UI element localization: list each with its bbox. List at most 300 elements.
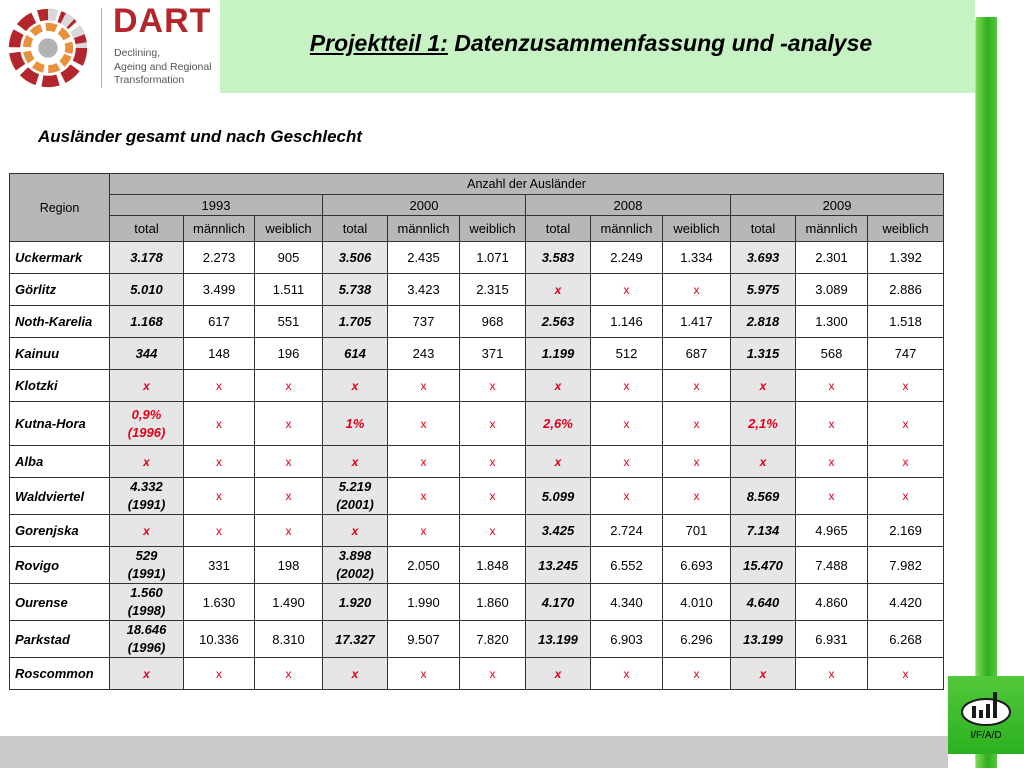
cell-value: x (623, 282, 630, 297)
cell-value: 4.010 (680, 594, 713, 610)
value-cell (184, 446, 255, 478)
region-cell: Klotzki (10, 370, 110, 402)
total-cell (526, 370, 591, 402)
value-cell (591, 274, 663, 306)
cell-value: 2.563 (541, 314, 575, 329)
logo-name: DART (113, 2, 212, 40)
value-cell (460, 274, 526, 306)
cell-value: x (828, 489, 835, 503)
total-cell (323, 547, 388, 584)
total-cell (323, 402, 388, 446)
value-cell (460, 370, 526, 402)
cell-value: 9.507 (407, 631, 440, 647)
value-cell (796, 478, 868, 515)
cell-value: 1.860 (476, 594, 509, 610)
total-cell (731, 402, 796, 446)
cell-value: x (759, 666, 767, 681)
value-cell (255, 478, 323, 515)
total-cell (526, 446, 591, 478)
cell-value: x (143, 666, 150, 681)
total-cell (110, 584, 184, 621)
cell-value: x (759, 454, 767, 469)
cell-value: x (554, 666, 562, 681)
region-cell: Rovigo (10, 547, 110, 584)
total-cell (110, 242, 184, 274)
value-cell (663, 338, 731, 370)
cell-value: x (216, 378, 222, 393)
value-cell (868, 547, 944, 584)
cell-value: x (554, 378, 562, 393)
cell-value: x (902, 666, 909, 681)
ifad-label: I/F/A/D (970, 730, 1002, 741)
cell-value: x (285, 416, 292, 431)
value-cell (591, 621, 663, 658)
year-header-2008: 2008 (526, 195, 731, 216)
total-cell (526, 338, 591, 370)
value-cell (868, 515, 944, 547)
cell-value: 1.518 (889, 314, 922, 329)
cell-value: x (351, 523, 359, 538)
total-cell (526, 242, 591, 274)
cell-value: 905 (277, 250, 300, 265)
total-cell (731, 658, 796, 690)
value-cell (255, 547, 323, 584)
value-cell (255, 621, 323, 658)
cell-value: 1.334 (680, 250, 713, 265)
value-cell (460, 306, 526, 338)
value-cell (591, 658, 663, 690)
cell-note: (1996) (127, 424, 166, 440)
cell-value: 1.848 (476, 557, 509, 573)
cell-value: x (420, 416, 427, 431)
value-cell (796, 515, 868, 547)
total-cell (323, 370, 388, 402)
cell-value: x (693, 282, 700, 297)
logo-subtitle-line: Transformation (114, 74, 185, 86)
cell-value: x (489, 416, 496, 431)
footer-band (0, 736, 948, 768)
total-cell (526, 621, 591, 658)
subheader-weiblich: weiblich (868, 216, 944, 242)
subheader-total: total (526, 216, 591, 242)
region-cell: Gorenjska (10, 515, 110, 547)
cell-value: 3.089 (815, 282, 848, 297)
value-cell (184, 274, 255, 306)
value-cell (388, 274, 460, 306)
value-cell (460, 478, 526, 515)
total-cell (110, 658, 184, 690)
cell-value: x (489, 666, 496, 681)
value-cell (868, 242, 944, 274)
cell-value: 1.146 (610, 314, 643, 329)
cell-value: x (489, 378, 496, 393)
cell-value: x (285, 666, 292, 681)
cell-value: 243 (412, 346, 435, 361)
value-cell (591, 306, 663, 338)
table-row (10, 370, 944, 402)
subheader-total: total (731, 216, 796, 242)
cell-value: 4.340 (610, 594, 643, 610)
cell-value: x (143, 523, 150, 538)
value-cell (255, 274, 323, 306)
region-cell: Noth-Karelia (10, 306, 110, 338)
value-cell (868, 478, 944, 515)
cell-value: 1% (345, 416, 365, 431)
region-cell: Roscommon (10, 658, 110, 690)
value-cell (460, 658, 526, 690)
cell-value: x (693, 489, 700, 503)
value-cell (796, 242, 868, 274)
value-cell (255, 306, 323, 338)
value-cell (388, 306, 460, 338)
cell-value: 1.511 (272, 282, 305, 297)
total-cell (110, 446, 184, 478)
cell-value: x (623, 489, 630, 503)
cell-value: x (623, 378, 630, 393)
value-cell (388, 515, 460, 547)
cell-value: 5.099 (541, 488, 575, 504)
cell-value: 2.301 (815, 250, 848, 265)
cell-value: 2.050 (407, 557, 440, 573)
cell-value: 551 (277, 314, 300, 329)
table-row (10, 515, 944, 547)
value-cell (663, 274, 731, 306)
cell-value: 7.982 (889, 557, 922, 573)
value-cell (796, 658, 868, 690)
cell-value: 6.552 (610, 557, 643, 573)
cell-value: 5.219 (338, 479, 372, 494)
total-cell (323, 306, 388, 338)
value-cell (255, 402, 323, 446)
cell-value: x (623, 666, 630, 681)
cell-value: 2.249 (610, 250, 643, 265)
value-cell (663, 515, 731, 547)
cell-value: 1.990 (407, 594, 440, 610)
cell-value: x (828, 416, 835, 431)
cell-value: x (351, 378, 359, 393)
cell-value: 2.886 (889, 282, 922, 297)
cell-value: 17.327 (335, 631, 375, 647)
subheader-weiblich: weiblich (663, 216, 731, 242)
value-cell (796, 370, 868, 402)
region-cell: Waldviertel (10, 478, 110, 515)
cell-note: (2002) (336, 566, 374, 581)
cell-value: 1.199 (541, 346, 575, 361)
total-cell (110, 370, 184, 402)
value-cell (255, 584, 323, 621)
total-cell (526, 584, 591, 621)
cell-value: x (554, 282, 562, 297)
total-cell (110, 402, 184, 446)
table-row (10, 621, 944, 658)
cell-note: (2001) (336, 497, 374, 512)
year-header-2009: 2009 (731, 195, 944, 216)
cell-value: 10.336 (199, 631, 239, 647)
cell-value: 4.965 (815, 523, 848, 538)
cell-note: (1991) (127, 497, 166, 512)
value-cell (663, 402, 731, 446)
value-cell (184, 658, 255, 690)
cell-value: x (216, 454, 222, 469)
cell-value: 6.931 (815, 631, 848, 647)
table-row (10, 478, 944, 515)
cell-value: 1.392 (889, 250, 922, 265)
total-cell (731, 621, 796, 658)
cell-value: 3.693 (746, 250, 780, 265)
table-row (10, 402, 944, 446)
total-cell (731, 370, 796, 402)
value-cell (868, 370, 944, 402)
cell-value: 2.273 (202, 250, 236, 265)
cell-value: 737 (412, 314, 435, 329)
table-row (10, 338, 944, 370)
cell-value: x (285, 523, 292, 538)
total-cell (526, 274, 591, 306)
cell-value: 344 (135, 346, 158, 361)
value-cell (388, 658, 460, 690)
total-cell (323, 242, 388, 274)
total-cell (526, 402, 591, 446)
total-cell (526, 515, 591, 547)
bar-chart-icon (960, 690, 1012, 726)
cell-value: 18.646 (126, 622, 167, 637)
cell-value: 4.170 (541, 594, 575, 610)
total-cell (323, 621, 388, 658)
value-cell (184, 402, 255, 446)
year-header-1993: 1993 (110, 195, 323, 216)
value-cell (868, 338, 944, 370)
cell-value: x (420, 378, 427, 393)
cell-value: 4.332 (130, 479, 163, 494)
cell-value: x (693, 416, 700, 431)
cell-value: x (828, 454, 835, 469)
cell-value: 7.134 (746, 523, 780, 538)
cell-value: 1.630 (202, 594, 236, 610)
cell-value: 7.488 (815, 557, 848, 573)
value-cell (388, 370, 460, 402)
cell-value: x (420, 489, 427, 503)
total-cell (323, 338, 388, 370)
value-cell (184, 515, 255, 547)
total-cell (731, 584, 796, 621)
table-row (10, 547, 944, 584)
table-row (10, 274, 944, 306)
cell-value: 2,6% (543, 416, 573, 431)
cell-value: x (693, 454, 700, 469)
region-cell: Görlitz (10, 274, 110, 306)
cell-value: 13.199 (538, 631, 578, 647)
cell-value: 614 (344, 346, 366, 361)
cell-value: 1.417 (680, 314, 713, 329)
cell-value: 196 (277, 346, 300, 361)
value-cell (388, 402, 460, 446)
total-cell (110, 547, 184, 584)
value-cell (663, 547, 731, 584)
cell-value: 8.569 (746, 488, 780, 504)
value-cell (184, 584, 255, 621)
value-cell (663, 446, 731, 478)
cell-value: x (420, 523, 427, 538)
total-cell (323, 446, 388, 478)
value-cell (388, 242, 460, 274)
value-cell (868, 446, 944, 478)
value-cell (591, 446, 663, 478)
value-cell (255, 515, 323, 547)
cell-value: 3.506 (338, 250, 372, 265)
cell-note: (1991) (127, 566, 166, 581)
region-cell: Parkstad (10, 621, 110, 658)
value-cell (255, 370, 323, 402)
total-cell (526, 478, 591, 515)
total-cell (731, 547, 796, 584)
value-cell (255, 658, 323, 690)
region-cell: Kutna-Hora (10, 402, 110, 446)
value-cell (663, 306, 731, 338)
cell-value: 5.975 (746, 282, 780, 297)
cell-value: 3.898 (338, 548, 372, 563)
value-cell (388, 621, 460, 658)
value-cell (663, 584, 731, 621)
total-cell (526, 658, 591, 690)
cell-value: 1.315 (746, 346, 780, 361)
cell-value: 8.310 (272, 631, 305, 647)
value-cell (796, 306, 868, 338)
cell-value: x (216, 416, 222, 431)
logo-subtitle-line: Declining, (114, 47, 161, 59)
total-cell (731, 306, 796, 338)
total-cell (731, 515, 796, 547)
cell-value: 13.199 (743, 631, 783, 647)
total-cell (323, 584, 388, 621)
slide-title-rest: Datenzusammenfassung und -analyse (447, 30, 873, 56)
value-cell (591, 242, 663, 274)
cell-value: 6.903 (610, 631, 643, 647)
foreigners-table (9, 173, 944, 690)
value-cell (663, 658, 731, 690)
value-cell (460, 446, 526, 478)
cell-value: 2.315 (476, 282, 509, 297)
table-row (10, 242, 944, 274)
cell-value: 3.423 (407, 282, 440, 297)
value-cell (796, 621, 868, 658)
cell-value: 6.268 (889, 631, 922, 647)
cell-value: x (902, 378, 909, 393)
cell-value: x (285, 454, 292, 469)
cell-value: x (420, 454, 427, 469)
value-cell (868, 274, 944, 306)
cell-value: 2.435 (407, 250, 440, 265)
cell-value: x (489, 454, 496, 469)
cell-value: 512 (615, 346, 638, 361)
subheader-weiblich: weiblich (255, 216, 323, 242)
region-header: Region (10, 174, 110, 242)
total-cell (110, 621, 184, 658)
total-cell (526, 547, 591, 584)
value-cell (663, 370, 731, 402)
value-cell (868, 584, 944, 621)
cell-value: 3.583 (541, 250, 575, 265)
total-cell (731, 242, 796, 274)
cell-value: 3.178 (130, 250, 163, 265)
cell-value: 15.470 (743, 557, 783, 573)
value-cell (184, 478, 255, 515)
total-cell (731, 446, 796, 478)
cell-value: x (285, 489, 292, 503)
value-cell (796, 402, 868, 446)
value-cell (184, 306, 255, 338)
table-row (10, 306, 944, 338)
region-cell: Alba (10, 446, 110, 478)
value-cell (460, 242, 526, 274)
value-cell (591, 370, 663, 402)
cell-value: 1.071 (476, 250, 509, 265)
value-cell (796, 446, 868, 478)
value-cell (184, 338, 255, 370)
cell-value: x (693, 666, 700, 681)
cell-value: 1.560 (130, 585, 163, 600)
subheader-total: total (323, 216, 388, 242)
table-row (10, 584, 944, 621)
total-cell (110, 338, 184, 370)
cell-value: 0,9% (131, 406, 162, 422)
cell-value: 968 (481, 314, 504, 329)
value-cell (388, 547, 460, 584)
cell-value: x (216, 489, 222, 503)
value-cell (460, 515, 526, 547)
cell-value: 2.818 (746, 314, 780, 329)
cell-value: 5.010 (130, 282, 163, 297)
dart-ring-icon (4, 4, 92, 92)
cell-value: 198 (277, 557, 300, 573)
cell-value: x (216, 523, 222, 538)
value-cell (591, 402, 663, 446)
total-cell (526, 306, 591, 338)
cell-value: 148 (208, 346, 230, 361)
cell-value: 4.860 (815, 594, 848, 610)
cell-value: x (351, 454, 359, 469)
cell-value: 747 (894, 346, 917, 361)
value-cell (255, 338, 323, 370)
cell-value: x (216, 666, 222, 681)
value-cell (868, 621, 944, 658)
value-cell (388, 478, 460, 515)
value-cell (796, 584, 868, 621)
value-cell (796, 274, 868, 306)
value-cell (591, 547, 663, 584)
value-cell (460, 584, 526, 621)
cell-value: 2,1% (748, 416, 778, 431)
logo-subtitle (114, 47, 212, 88)
cell-value: x (285, 378, 292, 393)
total-cell (110, 274, 184, 306)
value-cell (184, 547, 255, 584)
cell-value: x (351, 666, 359, 681)
subheader-maennlich: männlich (184, 216, 255, 242)
cell-value: x (902, 454, 909, 469)
value-cell (255, 242, 323, 274)
value-cell (663, 242, 731, 274)
cell-value: 568 (820, 346, 843, 361)
dart-logo (0, 0, 220, 93)
cell-value: 6.693 (680, 557, 713, 573)
cell-value: 5.738 (338, 282, 372, 297)
total-cell (323, 658, 388, 690)
decor-bar (976, 17, 997, 768)
value-cell (184, 370, 255, 402)
cell-value: 687 (685, 346, 708, 361)
cell-value: 701 (685, 523, 708, 538)
table-row (10, 446, 944, 478)
